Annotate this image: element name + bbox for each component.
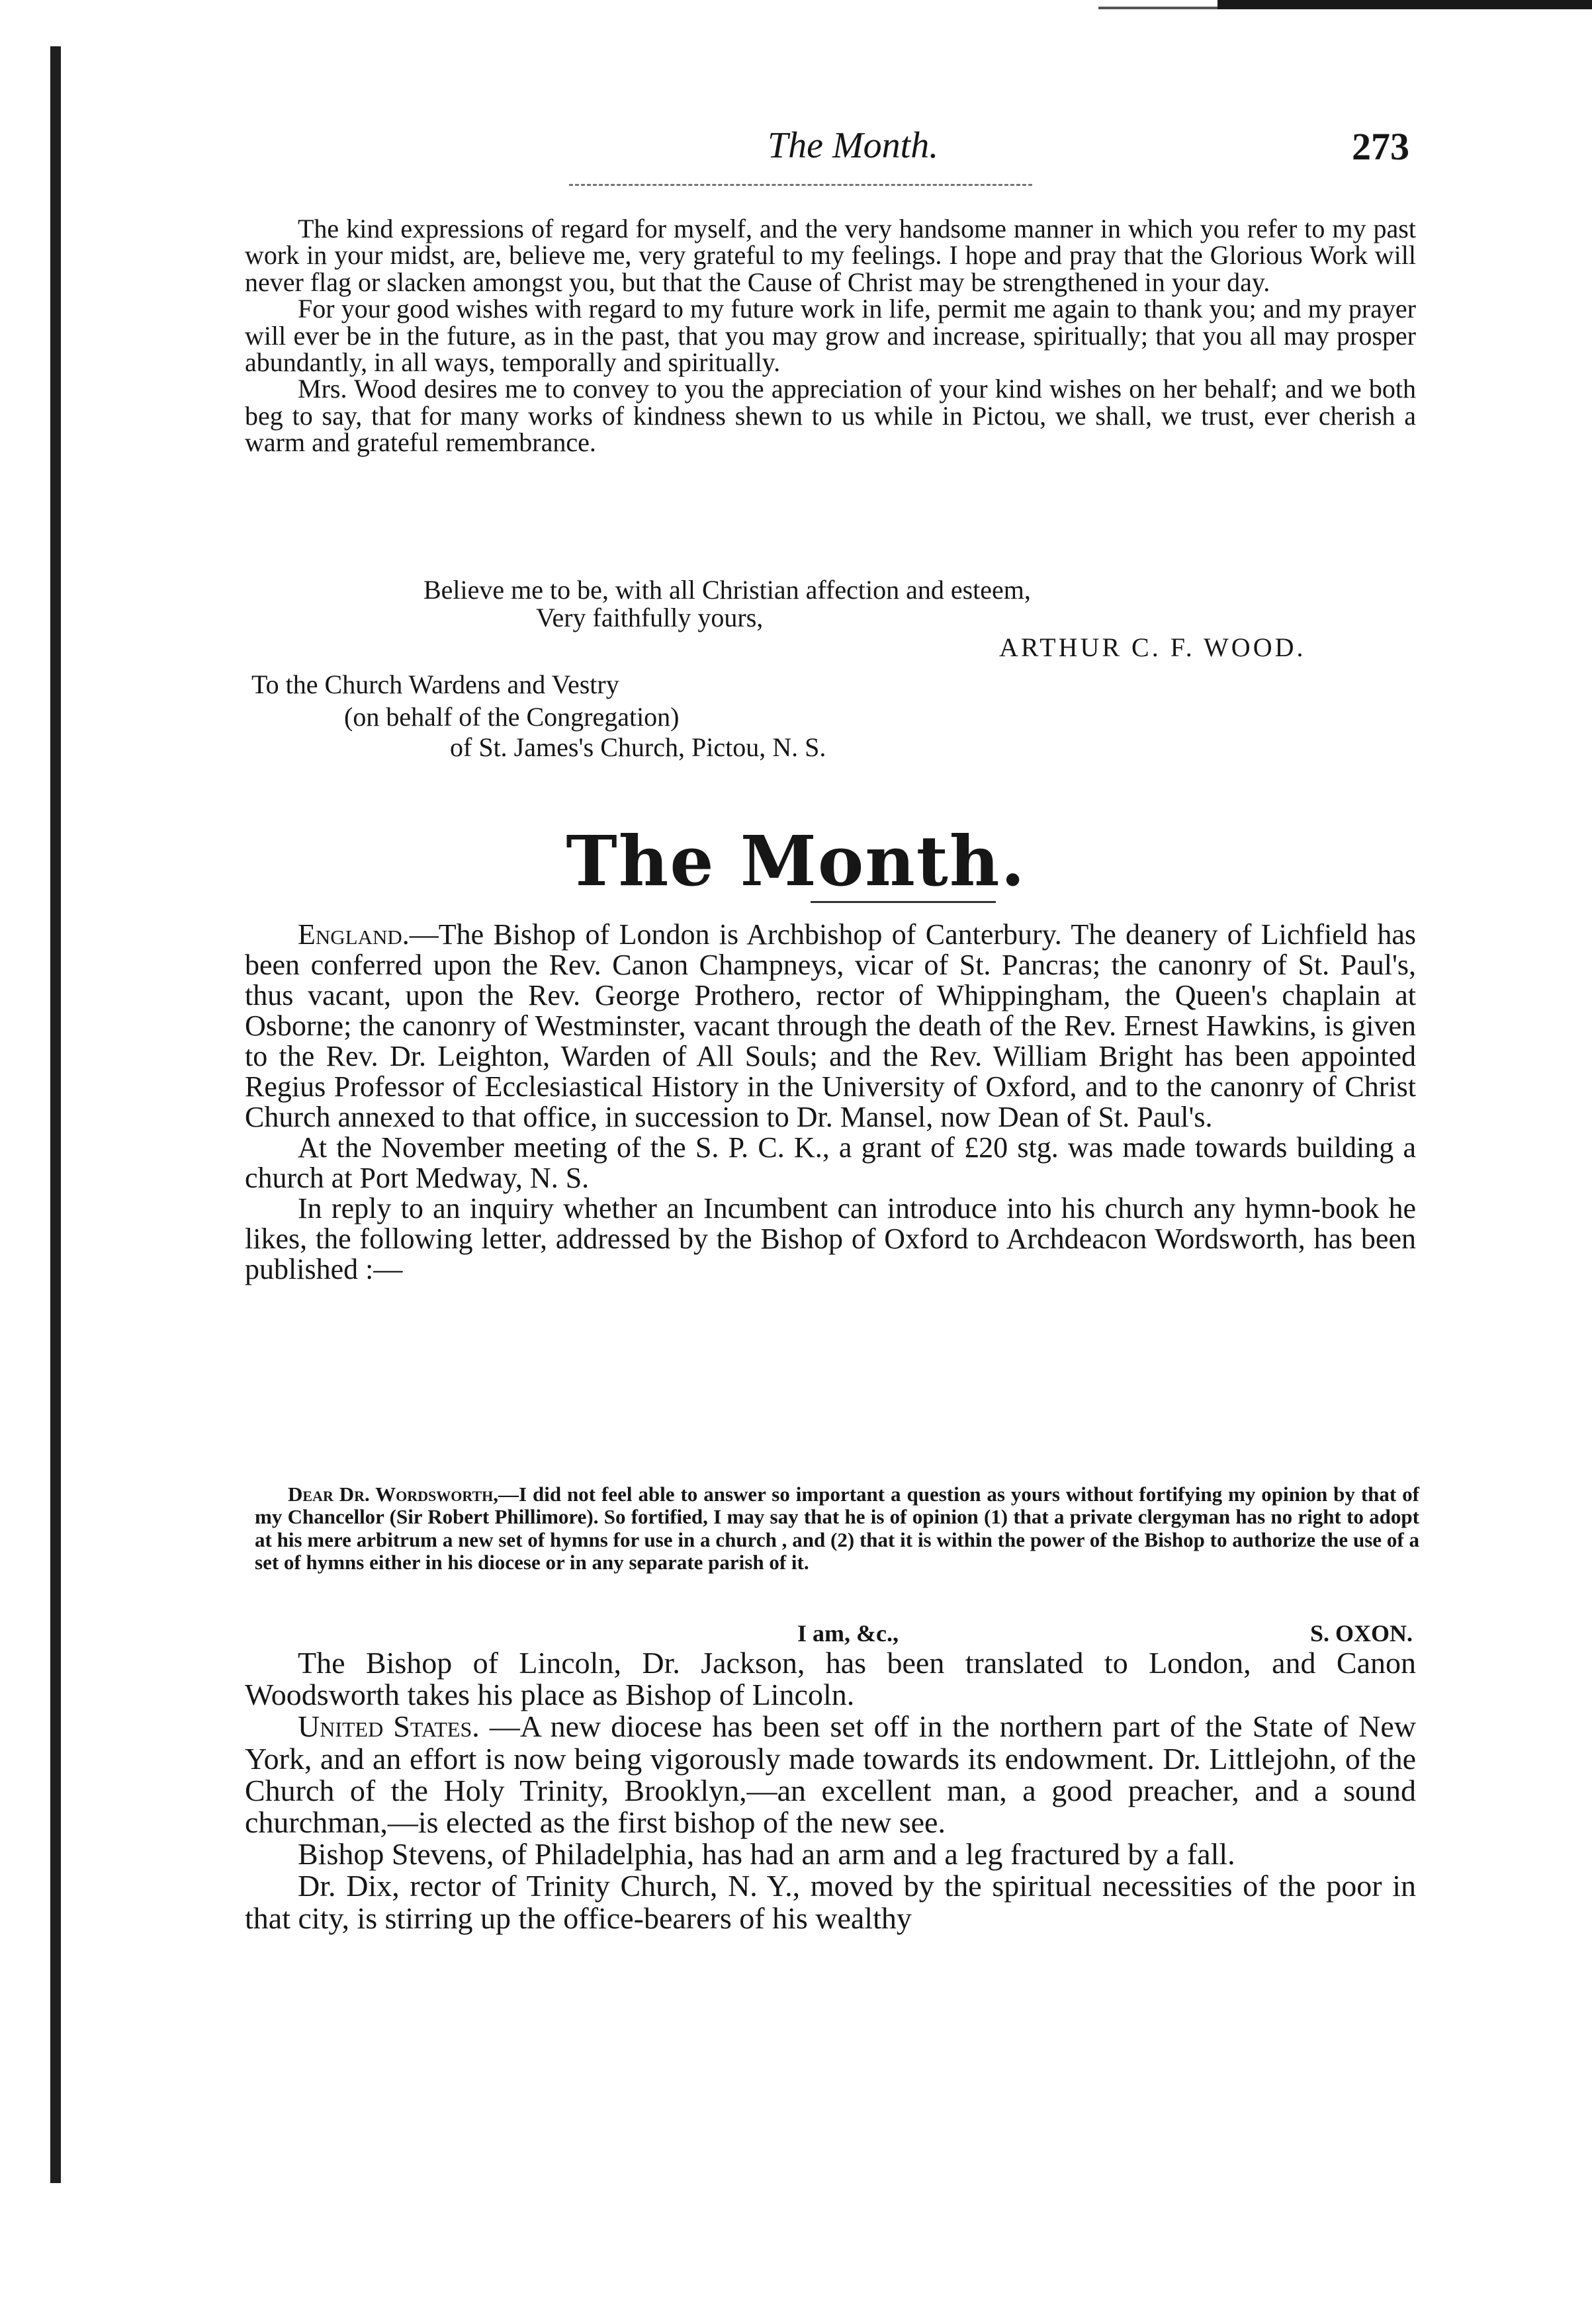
spck-text: At the November meeting of the S. P. C. K., a grant of £20 stg. was made towards building a church at Port Medway, N. S. [245,1131,1416,1194]
news-paragraph-england [245,920,1416,1133]
quote-salutation: Dear Dr. Wordsworth, [288,1483,499,1506]
letter-paragraph-text: For your good wishes with regard to my future work in life, permit me again to thank you; and my prayer will ever be in the future, as in the past, that you may grow and increase, spiritually; that you all may prosper abundantly, in all ways, temporally and spiritually. [245,294,1416,378]
page-header [238,111,1429,177]
letter-closing-faithfully: Very faithfully yours, [536,603,764,632]
dix-text: Dr. Dix, rector of Trinity Church, N. Y., moved by the spiritual necessities of the poor in that city, is stirring up the office-bearers of his wealthy [245,1869,1416,1935]
news-paragraph [245,1647,1416,1711]
header-rule [569,184,1032,186]
quoted-letter-text [255,1483,1419,1574]
letter-paragraph [245,216,1416,296]
scan-edge-top-thin [1098,7,1217,9]
quote-closing-right: S. OXON. [1309,1620,1413,1647]
news-column-continued [245,1647,1416,1934]
news-paragraph-us [245,1711,1416,1838]
letter-closing: Believe me to be, with all Christian affection and esteem, [423,575,1031,605]
letter-body [245,216,1416,456]
page-number: 273 [1352,125,1409,168]
hymn-intro-text: In reply to an inquiry whether an Incumbent can introduce into his church any hymn-book he likes, the following letter, addressed by the Bishop of Oxford to Archdeacon Wordsworth, has been published :— [245,1192,1416,1285]
england-text: —The Bishop of London is Archbishop of Canterbury. The deanery of Lichfield has been conferred upon the Rev. Canon Champneys, vicar of St. Pancras; the canonry of St. Paul's, thus vacant, upon the Rev. George Prothero, rector of Whippingham, the Queen's chaplain at Osborne; the canonry of Westminster, vacant through the death of the Rev. Ernest Hawkins, is given to the Rev. Dr. Leighton, Warden of All Souls; and the Rev. William Bright has been appointed Regius Professor of Ecclesiastical History in the University of Oxford, and to the canonry of Christ Church annexed to that office, in succession to Dr. Mansel, now Dean of St. Paul's. [245,918,1416,1133]
news-paragraph [245,1870,1416,1934]
news-paragraph [245,1133,1416,1193]
letter-address-line: (on behalf of the Congregation) [344,702,680,732]
lincoln-text: The Bishop of Lincoln, Dr. Jackson, has been translated to London, and Canon Woodsworth takes his place as Bishop of Lincoln. [245,1646,1416,1712]
news-paragraph [245,1193,1416,1285]
us-text: —A new diocese has been set off in the northern part of the State of New York, and an effort is now being vigorously made towards its endowment. Dr. Littlejohn, of the Church of the Holy Trinity, Brooklyn,—an excellent man, a good preacher, and a sound churchman,—is elected as the first bishop of the new see. [245,1709,1416,1840]
letter-paragraph-text: The kind expressions of regard for myself, and the very handsome manner in which you refer to my past work in your midst, are, believe me, very grateful to my feelings. I hope and pray that the Glorious Work will never flag or slacken amongst you, but that the Cause of Christ may be strengthened in your day. [245,214,1416,297]
stevens-text: Bishop Stevens, of Philadelphia, has had an arm and a leg fractured by a fall. [298,1837,1235,1872]
us-label: United States. [298,1709,480,1744]
letter-address-line: of St. James's Church, Pictou, N. S. [450,732,826,762]
letter-address-line: To the Church Wardens and Vestry [251,669,619,699]
quote-body: —I did not feel able to answer so important a question as yours without fortifying my opinion by that of my Chancellor (Sir Robert Phillimore). So fortified, I may say that he is of opinion (1) that a private clergyman has no right to adopt at his mere arbitrum a new set of hymns for use in a church , and (2) that it is within the power of the Bishop to authorize the use of a set of hymns either in his diocese or in any separate parish of it. [255,1483,1419,1574]
scan-edge-top [1217,0,1592,9]
letter-paragraph [245,296,1416,376]
scan-edge-left [50,46,61,2183]
news-paragraph [245,1838,1416,1870]
letter-paragraph [245,376,1416,456]
news-column [245,920,1416,1285]
letter-signature: ARTHUR C. F. WOOD. [999,632,1306,662]
letter-paragraph-text: Mrs. Wood desires me to convey to you the appreciation of your kind wishes on her behalf; and we both beg to say, that for many works of kindness shewn to us while in Pictou, we shall, we trust, ever cherish a warm and grateful remembrance. [245,374,1416,458]
section-title-underline [811,901,996,903]
running-title: The Month. [768,125,939,166]
quote-closing-left: I am, &c., [797,1620,899,1647]
england-label: England. [298,918,410,951]
quoted-letter [255,1483,1419,1647]
quote-closing [255,1619,1419,1646]
section-title: The Month. [566,820,1026,902]
